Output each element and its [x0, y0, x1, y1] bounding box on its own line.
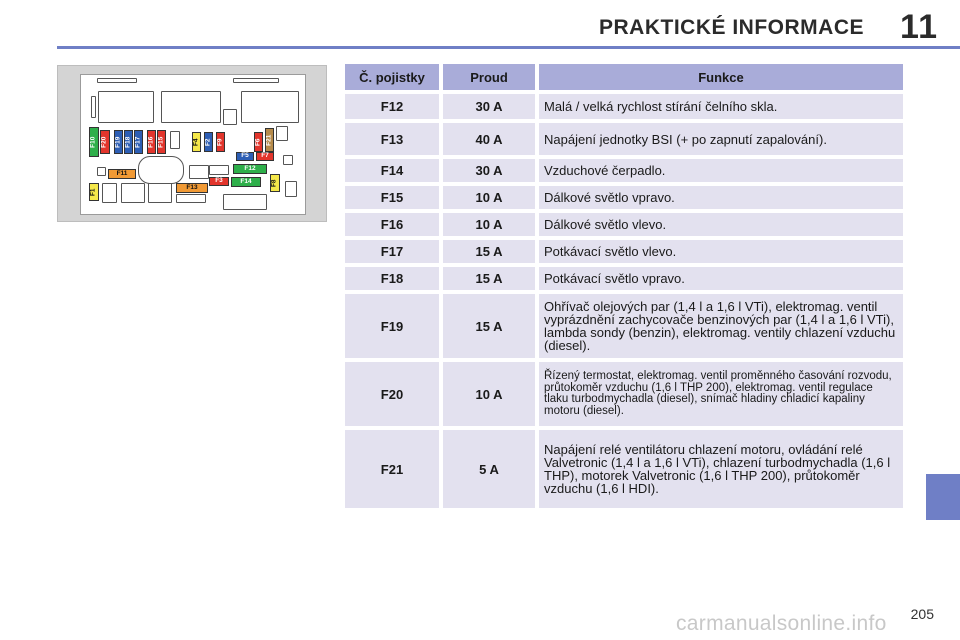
fuse-f1: F1 [89, 183, 99, 201]
fuse-f2: F2 [204, 132, 213, 152]
fuse-current: 10 A [443, 213, 535, 236]
column-header-fuse: Č. pojistky [345, 64, 439, 90]
table-row [345, 159, 903, 182]
fuse-current: 30 A [443, 94, 535, 119]
table-row [345, 94, 903, 119]
fuse-box-diagram [57, 65, 327, 222]
fuse-number: F12 [345, 94, 439, 119]
connector [97, 78, 137, 83]
fuse-function: Napájení jednotky BSI (+ po zapnutí zapalování). [539, 123, 903, 155]
connector [223, 194, 267, 210]
fuse-f3: F3 [209, 177, 229, 186]
fuse-current: 10 A [443, 186, 535, 209]
fuse-number: F13 [345, 123, 439, 155]
page-title: PRAKTICKÉ INFORMACE [599, 16, 864, 39]
fuse-f12: F12 [233, 164, 267, 174]
fuse-number: F17 [345, 240, 439, 263]
chapter-number: 11 [900, 8, 938, 46]
fuse-f9: F9 [216, 132, 225, 152]
relay-block [161, 91, 221, 123]
column-header-current: Proud [443, 64, 535, 90]
fuse-function: Napájení relé ventilátoru chlazení motoru, ovládání relé Valvetronic (1,4 l a 1,6 l VTi), chlazení turbodmychadla (1,6 l THP), motorek Valvetronic (1,6 l THP 200), průtokoměr vzduchu (1,6 l HDI). [539, 430, 903, 508]
connector [233, 78, 279, 83]
page-number: 205 [910, 606, 934, 622]
relay-block [223, 109, 237, 125]
fuse-f6: F6 [254, 132, 263, 152]
fuse-f11: F11 [108, 169, 136, 179]
fuse-function: Ohřívač olejových par (1,4 l a 1,6 l VTi), elektromag. ventil vyprázdnění zachycovače benzinových par (1,4 l a 1,6 l VTi), lambda sondy (benzin), elektromag. ventily chlazení vzduchu (diesel). [539, 294, 903, 358]
empty-slot [209, 165, 229, 175]
fuse-f8: F8 [270, 174, 280, 192]
fuse-function: Dálkové světlo vpravo. [539, 186, 903, 209]
relay-block [241, 91, 299, 123]
fuse-function: Potkávací světlo vlevo. [539, 240, 903, 263]
fuse-f20: F20 [100, 130, 110, 154]
table-row [345, 213, 903, 236]
fuse-f18: F18 [124, 130, 133, 154]
fuse-function: Potkávací světlo vpravo. [539, 267, 903, 290]
empty-slot [170, 131, 180, 149]
relay-block [98, 91, 154, 123]
chapter-tab [926, 474, 960, 520]
fuse-f15: F15 [157, 130, 166, 154]
fuse-number: F18 [345, 267, 439, 290]
table-row [345, 430, 903, 508]
relay-round [138, 156, 184, 184]
table-row [345, 294, 903, 358]
fuse-f7: F7 [256, 152, 274, 161]
relay-block [148, 183, 172, 203]
empty-slot [283, 155, 293, 165]
fuse-current: 10 A [443, 362, 535, 426]
fuse-current: 5 A [443, 430, 535, 508]
empty-slot [276, 126, 288, 141]
fuse-f19: F19 [114, 130, 123, 154]
fuse-number: F20 [345, 362, 439, 426]
fuse-f17: F17 [134, 130, 143, 154]
fuse-current: 15 A [443, 267, 535, 290]
fuse-number: F15 [345, 186, 439, 209]
fuse-function: Vzduchové čerpadlo. [539, 159, 903, 182]
connector [91, 96, 96, 118]
fuse-current: 15 A [443, 240, 535, 263]
table-row [345, 240, 903, 263]
table-row [345, 267, 903, 290]
fuse-number: F16 [345, 213, 439, 236]
table-row [345, 362, 903, 426]
fuse-function: Malá / velká rychlost stírání čelního skla. [539, 94, 903, 119]
empty-slot [97, 167, 106, 176]
empty-slot [102, 183, 117, 203]
column-header-function: Funkce [539, 64, 903, 90]
fuse-current: 40 A [443, 123, 535, 155]
fuse-f21: F21 [265, 128, 274, 152]
fuse-table [345, 64, 903, 512]
fuse-board [80, 74, 306, 215]
connector [176, 194, 206, 203]
fuse-f14: F14 [231, 177, 261, 187]
fuse-number: F14 [345, 159, 439, 182]
fuse-current: 30 A [443, 159, 535, 182]
table-row [345, 186, 903, 209]
watermark: carmanualsonline.info [676, 612, 887, 635]
fuse-number: F19 [345, 294, 439, 358]
fuse-function: Řízený termostat, elektromag. ventil proměnného časování rozvodu, průtokoměr vzduchu (1,6 l THP 200), elektromag. ventil regulace tlaku turbodmychadla (diesel), snímač hladiny chladicí kapaliny motoru (diesel). [539, 362, 903, 426]
relay-block [121, 183, 145, 203]
fuse-f13: F13 [176, 183, 208, 193]
table-header [345, 64, 903, 90]
fuse-f5: F5 [236, 152, 254, 161]
table-row [345, 123, 903, 155]
fuse-function: Dálkové světlo vlevo. [539, 213, 903, 236]
fuse-f16: F16 [147, 130, 156, 154]
header-divider [57, 46, 960, 49]
empty-slot [189, 165, 209, 179]
fuse-f10: F10 [89, 127, 99, 157]
empty-slot [285, 181, 297, 197]
fuse-number: F21 [345, 430, 439, 508]
fuse-f4: F4 [192, 132, 201, 152]
fuse-current: 15 A [443, 294, 535, 358]
